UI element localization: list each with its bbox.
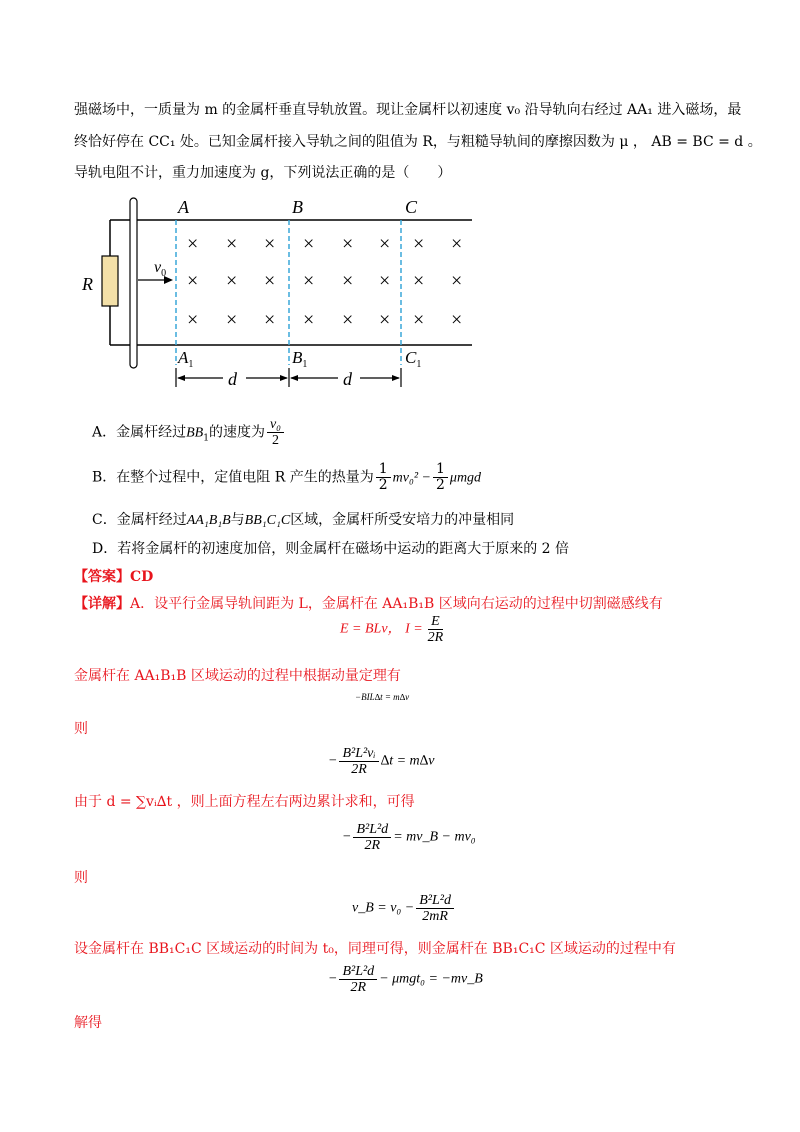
- detail-line-2: 金属杆在 AA₁B₁B 区域运动的过程中根据动量定理有: [74, 668, 401, 684]
- field-cross: ×: [342, 309, 354, 331]
- label-A: A: [178, 197, 189, 217]
- label-C1: $C_1$: [405, 348, 422, 370]
- equation-6: − $\frac{\text{B²L²d}}{2R}$ − μmgt₀ = −mv_B: [328, 964, 483, 995]
- answer-label: 【答案】CD: [74, 569, 154, 585]
- detail-line-4: 设金属杆在 BB₁C₁C 区域运动的时间为 t₀，同理可得，则金属杆在 BB₁C₁C 区域运动的过程中有: [74, 941, 676, 957]
- velocity-label: $v_0$: [154, 259, 167, 279]
- equation-4: − $\frac{\text{B²L²d}}{2R}$ = mv_B − mv₀: [342, 822, 476, 853]
- problem-line-1: 强磁场中，一质量为 m 的金属杆垂直导轨放置。现让金属杆以初速度 v₀ 沿导轨向右经过 AA₁ 进入磁场，最: [74, 102, 742, 118]
- resistor: [102, 256, 118, 306]
- field-cross: ×: [413, 233, 425, 255]
- dimension-label-d2: d: [343, 369, 352, 389]
- label-B1: $B_1$: [292, 348, 308, 370]
- field-cross: ×: [226, 270, 238, 292]
- field-cross: ×: [187, 233, 199, 255]
- label-C: C: [405, 197, 418, 217]
- field-cross: ×: [303, 270, 315, 292]
- field-cross: ×: [413, 270, 425, 292]
- label-A1: $A_1$: [178, 348, 194, 370]
- field-cross: ×: [264, 309, 276, 331]
- field-cross: ×: [379, 309, 391, 331]
- field-cross: ×: [264, 233, 276, 255]
- field-cross: ×: [379, 233, 391, 255]
- option-C: C．金属杆经过AA₁B₁B与BB₁C₁C区域，金属杆所受安培力的冲量相同: [92, 512, 515, 528]
- field-cross: ×: [187, 309, 199, 331]
- equation-3: − $\frac{\text{B²L²vᵢ}}{2R}$ ∆t = m∆v: [328, 746, 435, 777]
- equation-5: v_B = v₀ − $\frac{\text{B²L²d}}{2mR}$: [352, 893, 456, 924]
- field-cross: ×: [187, 270, 199, 292]
- magnetic-field-crosses: [187, 233, 462, 331]
- field-cross: ×: [342, 233, 354, 255]
- then-1: 则: [74, 721, 88, 737]
- resistor-label: R: [82, 274, 93, 294]
- field-cross: ×: [379, 270, 391, 292]
- field-cross: ×: [226, 309, 238, 331]
- problem-line-2: 终恰好停在 CC₁ 处。已知金属杆接入导轨之间的阻值为 R，与粗糙导轨间的摩擦因数为 μ ， AB = BC = d 。: [74, 134, 762, 150]
- rail-magnetic-field-diagram: [70, 190, 490, 390]
- option-A: A．金属杆经过$BB_1$的速度为 $\frac{\text{v₀}}{2}$: [92, 417, 286, 448]
- option-D: D．若将金属杆的初速度加倍，则金属杆在磁场中运动的距离大于原来的 2 倍: [92, 541, 570, 557]
- equation-2: −BIL∆t = m∆v: [355, 692, 410, 702]
- detail-line-1: 【详解】A．设平行金属导轨间距为 L，金属杆在 AA₁B₁B 区域向右运动的过程中切割磁感线有: [74, 596, 663, 612]
- field-cross: ×: [342, 270, 354, 292]
- field-cross: ×: [264, 270, 276, 292]
- problem-line-3: 导轨电阻不计，重力加速度为 g，下列说法正确的是（ ）: [74, 165, 452, 181]
- label-B: B: [292, 197, 303, 217]
- detail-line-3: 由于 d = ∑vᵢ∆t ，则上面方程左右两边累计求和，可得: [74, 794, 415, 810]
- metal-rod: [130, 198, 137, 368]
- field-cross: ×: [303, 309, 315, 331]
- field-cross: ×: [303, 233, 315, 255]
- field-cross: ×: [451, 270, 463, 292]
- field-cross: ×: [451, 309, 463, 331]
- field-cross: ×: [451, 233, 463, 255]
- dimension-label-d1: d: [228, 369, 237, 389]
- equation-1: E = BLv， I = $\frac{E}{2R}$: [340, 614, 444, 645]
- option-B: B．在整个过程中，定值电阻 R 产生的热量为 $\frac{1}{2}$ mv₀² − $\frac{1}{2}$ μmgd: [92, 461, 482, 493]
- field-cross: ×: [413, 309, 425, 331]
- field-cross: ×: [226, 233, 238, 255]
- then-3: 解得: [74, 1015, 102, 1031]
- then-2: 则: [74, 870, 88, 886]
